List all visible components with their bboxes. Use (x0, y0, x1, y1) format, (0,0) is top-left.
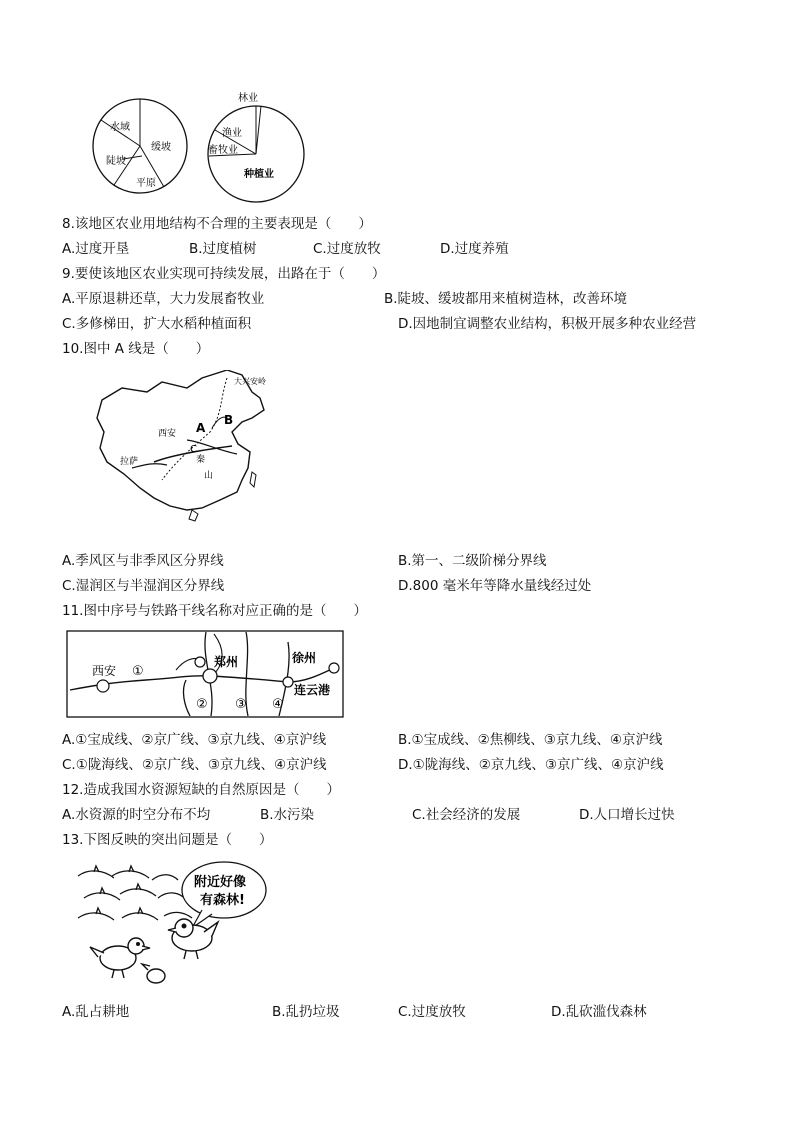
question-11-stem: 11.图中序号与铁路干线名称对应正确的是（ ） (62, 603, 367, 619)
railmap-label-zhengzhou: 郑州 (214, 655, 239, 669)
question-8-stem: 8.该地区农业用地结构不合理的主要表现是（ ） (62, 216, 372, 232)
railway-map (66, 630, 344, 718)
china-outline-map (92, 370, 272, 530)
pie-label-plain: 平原 (136, 178, 156, 189)
q10-option-d[interactable]: D.800 毫米年等降水量线经过处 (398, 578, 592, 594)
q13-option-b[interactable]: B.乱扔垃圾 (272, 1004, 340, 1020)
q11-option-b[interactable]: B.①宝成线、②焦柳线、③京九线、④京沪线 (398, 732, 663, 748)
q9-option-d[interactable]: D.因地制宜调整农业结构，积极开展多种农业经营 (398, 316, 697, 332)
q8-option-d[interactable]: D.过度养殖 (440, 241, 509, 257)
q8-option-a[interactable]: A.过度开垦 (62, 241, 130, 257)
q12-option-c[interactable]: C.社会经济的发展 (412, 807, 521, 823)
q12-option-d[interactable]: D.人口增长过快 (579, 807, 675, 823)
question-12-stem: 12.造成我国水资源短缺的自然原因是（ ） (62, 782, 340, 798)
q8-option-b[interactable]: B.过度植树 (189, 241, 257, 257)
deforestation-cartoon (74, 858, 269, 993)
railmap-label-xian: 西安 (92, 664, 117, 678)
q9-option-a[interactable]: A.平原退耕还草，大力发展畜牧业 (62, 291, 265, 307)
pie-label-water: 水域 (110, 122, 130, 133)
pie-label-forestry: 林业 (238, 93, 258, 104)
q10-option-c[interactable]: C.湿润区与半湿润区分界线 (62, 578, 225, 594)
q13-option-c[interactable]: C.过度放牧 (398, 1004, 466, 1020)
map-label-b: B (224, 413, 234, 427)
pie-label-planting: 种植业 (244, 169, 274, 180)
railmap-label-3: ③ (235, 697, 247, 712)
question-10-stem: 10.图中 A 线是（ ） (62, 341, 210, 357)
pie-label-steep-slope: 陡坡 (106, 156, 126, 167)
map-label-qin: 秦 (196, 455, 206, 465)
q10-option-b[interactable]: B.第一、二级阶梯分界线 (398, 553, 547, 569)
map-label-lhasa: 拉萨 (120, 457, 139, 467)
pie-label-gentle-slope: 缓坡 (151, 142, 171, 153)
question-9-stem: 9.要使该地区农业实现可持续发展，出路在于（ ） (62, 266, 386, 282)
q9-option-b[interactable]: B.陡坡、缓坡都用来植树造林，改善环境 (384, 291, 628, 307)
railmap-label-xuzhou: 徐州 (292, 651, 317, 665)
q12-option-b[interactable]: B.水污染 (260, 807, 315, 823)
q9-option-c[interactable]: C.多修梯田，扩大水稻种植面积 (62, 316, 252, 332)
railmap-label-1: ① (132, 664, 144, 679)
pie-label-husbandry: 畜牧业 (208, 145, 238, 156)
bubble-text-line2: 有森林! (200, 893, 245, 908)
railmap-label-lianyungang: 连云港 (294, 683, 331, 697)
map-label-xian: 西安 (158, 429, 177, 439)
q11-option-c[interactable]: C.①陇海线、②京广线、③京九线、④京沪线 (62, 757, 327, 773)
q10-option-a[interactable]: A.季风区与非季风区分界线 (62, 553, 224, 569)
q8-option-c[interactable]: C.过度放牧 (313, 241, 381, 257)
q11-option-a[interactable]: A.①宝成线、②京广线、③京九线、④京沪线 (62, 732, 327, 748)
question-13-stem: 13.下图反映的突出问题是（ ） (62, 832, 273, 848)
map-label-c: C (190, 444, 197, 455)
q13-option-d[interactable]: D.乱砍滥伐森林 (551, 1004, 647, 1020)
pie-label-fishery: 渔业 (222, 128, 242, 139)
bubble-text-line1: 附近好像 (194, 875, 247, 890)
map-label-shan: 山 (204, 471, 214, 481)
railmap-label-2: ② (196, 697, 208, 712)
railmap-label-4: ④ (272, 697, 284, 712)
land-type-pie (93, 99, 187, 193)
map-label-daxinganling: 大兴安岭 (234, 377, 266, 386)
map-label-a: A (196, 421, 206, 435)
q13-option-a[interactable]: A.乱占耕地 (62, 1004, 130, 1020)
land-use-pie-charts (88, 86, 318, 206)
q12-option-a[interactable]: A.水资源的时空分布不均 (62, 807, 211, 823)
q11-option-d[interactable]: D.①陇海线、②京九线、③京广线、④京沪线 (398, 757, 664, 773)
agriculture-type-pie (208, 91, 304, 202)
